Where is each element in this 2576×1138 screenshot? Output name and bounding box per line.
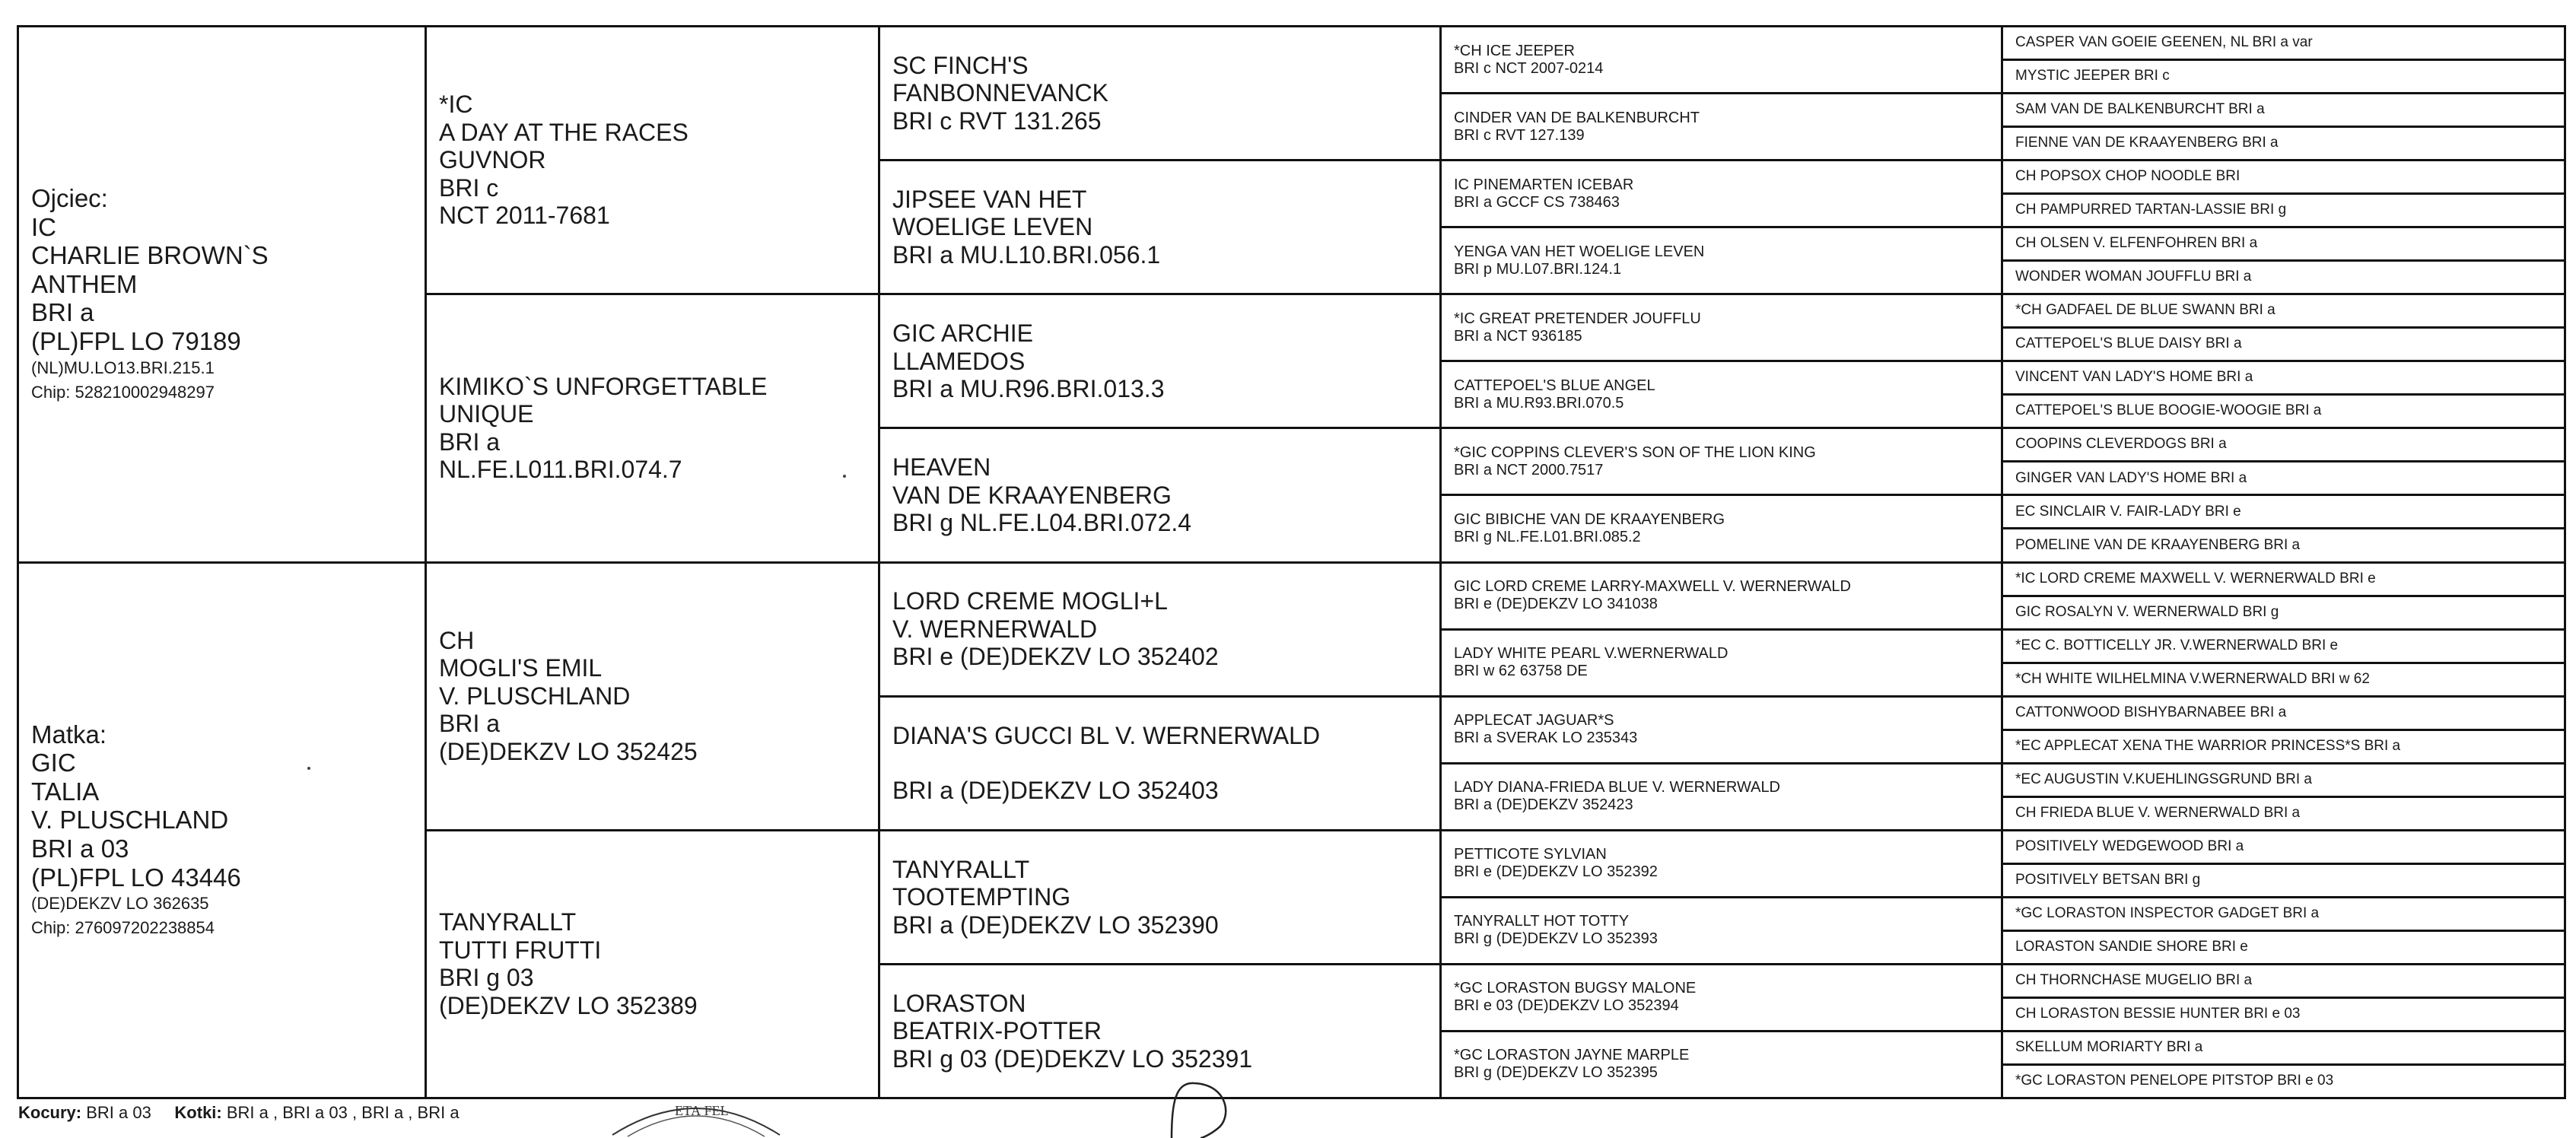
gen5-ancestor-cell: GIC ROSALYN V. WERNERWALD BRI g — [2002, 596, 2565, 629]
ancestor-line: LLAMEDOS — [892, 347, 1026, 375]
gen5-ancestor-cell: *CH WHITE WILHELMINA V.WERNERWALD BRI w 62 — [2002, 663, 2565, 696]
gen4-ancestor-cell — [1441, 696, 2002, 763]
gen4-ancestor-cell — [1441, 629, 2002, 696]
gen5-ancestor-cell: CATTONWOOD BISHYBARNABEE BRI a — [2002, 696, 2565, 730]
ancestor-line: BRI a — [31, 298, 94, 327]
ancestor-line: BEATRIX-POTTER — [892, 1017, 1102, 1045]
gen5-ancestor-cell: CH THORNCHASE MUGELIO BRI a — [2002, 964, 2565, 997]
ancestor-line: BRI c — [439, 173, 499, 202]
ancestor-line: FANBONNEVANCK — [892, 79, 1108, 107]
footer-varieties — [18, 1103, 460, 1123]
ancestor-line: LADY DIANA-FRIEDA BLUE V. WERNERWALD — [1454, 779, 1781, 796]
gen5-ancestor-cell: MYSTIC JEEPER BRI c — [2002, 60, 2565, 94]
ancestor-line: YENGA VAN HET WOELIGE LEVEN — [1454, 243, 1705, 260]
ancestor-line: BRI e (DE)DEKZV LO 341038 — [1454, 596, 1658, 613]
gen4-ancestor-cell — [1441, 897, 2002, 964]
ancestor-line: (DE)DEKZV LO 352425 — [439, 737, 698, 765]
ancestor-line: VAN DE KRAAYENBERG — [892, 481, 1172, 509]
ancestor-line: KIMIKO`S UNFORGETTABLE — [439, 372, 768, 400]
great-grandparent-cell — [879, 428, 1441, 562]
gen5-ancestor-cell: SAM VAN DE BALKENBURCHT BRI a — [2002, 94, 2565, 127]
great-grandparent-cell — [879, 562, 1441, 696]
ancestor-line — [892, 749, 1427, 777]
gen5-ancestor-cell: GINGER VAN LADY'S HOME BRI a — [2002, 462, 2565, 495]
gen4-ancestor-cell — [1441, 361, 2002, 428]
gen5-ancestor-cell: *GC LORASTON PENELOPE PITSTOP BRI e 03 — [2002, 1064, 2565, 1098]
pedigree-table — [17, 25, 2566, 1099]
gen5-ancestor-cell: *IC LORD CREME MAXWELL V. WERNERWALD BRI e — [2002, 562, 2565, 596]
gen5-ancestor-cell: CH FRIEDA BLUE V. WERNERWALD BRI a — [2002, 796, 2565, 830]
ancestor-line: *GIC COPPINS CLEVER'S SON OF THE LION KING — [1454, 443, 1816, 461]
ancestor-line: V. PLUSCHLAND — [439, 682, 631, 710]
ancestor-line: PETTICOTE SYLVIAN — [1454, 846, 1607, 863]
ancestor-line: LADY WHITE PEARL V.WERNERWALD — [1454, 645, 1728, 663]
ancestor-line: TANYRALLT HOT TOTTY — [1454, 913, 1630, 930]
ancestor-line: BRI g NL.FE.L04.BRI.072.4 — [892, 509, 1192, 537]
gen5-ancestor-cell: POSITIVELY WEDGEWOOD BRI a — [2002, 830, 2565, 863]
ancestor-line: Ojciec: — [31, 184, 108, 213]
club-stamp — [605, 1089, 787, 1138]
ancestor-line: CINDER VAN DE BALKENBURCHT — [1454, 109, 1700, 126]
gen5-ancestor-cell: CH POPSOX CHOP NOODLE BRI — [2002, 161, 2565, 194]
gen5-ancestor-cell: *GC LORASTON INSPECTOR GADGET BRI a — [2002, 897, 2565, 930]
gen4-ancestor-cell — [1441, 763, 2002, 830]
pedigree-row — [18, 562, 2565, 596]
ancestor-line: CATTEPOEL'S BLUE ANGEL — [1454, 377, 1655, 394]
great-grandparent-cell — [879, 27, 1441, 161]
ancestor-line: UNIQUE — [439, 400, 534, 428]
ancestor-line: BRI e (DE)DEKZV LO 352392 — [1454, 863, 1658, 881]
ancestor-line: *IC — [439, 91, 473, 119]
ancestor-line: TUTTI FRUTTI — [439, 936, 602, 964]
ancestor-line: GIC BIBICHE VAN DE KRAAYENBERG — [1454, 510, 1725, 528]
ancestor-line: BRI a — [439, 710, 501, 738]
females-value: BRI a , BRI a 03 , BRI a , BRI a — [226, 1103, 460, 1122]
signature-mark — [1156, 1073, 1248, 1138]
ancestor-line: BRI a (DE)DEKZV LO 352403 — [892, 777, 1219, 805]
ancestor-line: BRI a 03 — [31, 834, 129, 863]
gen4-ancestor-cell — [1441, 27, 2002, 94]
gen5-ancestor-cell: FIENNE VAN DE KRAAYENBERG BRI a — [2002, 127, 2565, 161]
registration-line: (DE)DEKZV LO 362635 — [31, 894, 209, 914]
gen5-ancestor-cell: *CH GADFAEL DE BLUE SWANN BRI a — [2002, 294, 2565, 328]
gen4-ancestor-cell — [1441, 294, 2002, 361]
ancestor-line: ANTHEM — [31, 269, 138, 298]
ancestor-line: JIPSEE VAN HET — [892, 185, 1087, 213]
ancestor-line: TANYRALLT — [892, 855, 1030, 883]
grandparent-cell — [426, 562, 879, 830]
ancestor-line: CHARLIE BROWN`S — [31, 241, 269, 270]
ancestor-line: Matka: — [31, 720, 107, 749]
ancestor-line: IC — [31, 212, 56, 241]
great-grandparent-cell — [879, 294, 1441, 428]
ancestor-line: V. WERNERWALD — [892, 615, 1098, 643]
ancestor-line: *CH ICE JEEPER — [1454, 42, 1575, 59]
males-value: BRI a 03 — [86, 1103, 151, 1122]
gen5-ancestor-cell: *EC AUGUSTIN V.KUEHLINGSGRUND BRI a — [2002, 763, 2565, 796]
ancestor-line: BRI e (DE)DEKZV LO 352402 — [892, 643, 1219, 671]
females-label: Kotki: — [174, 1103, 222, 1122]
gen5-ancestor-cell: WONDER WOMAN JOUFFLU BRI a — [2002, 261, 2565, 294]
ancestor-line: BRI g 03 — [439, 964, 534, 992]
dam-cell — [18, 562, 426, 1098]
gen4-ancestor-cell — [1441, 1031, 2002, 1098]
ancestor-line: BRI a GCCF CS 738463 — [1454, 193, 1620, 211]
ancestor-line: LORD CREME MOGLI+L — [892, 587, 1168, 615]
gen4-ancestor-cell — [1441, 94, 2002, 161]
gen5-ancestor-cell: CATTEPOEL'S BLUE BOOGIE-WOOGIE BRI a — [2002, 395, 2565, 428]
gen5-ancestor-cell: VINCENT VAN LADY'S HOME BRI a — [2002, 361, 2565, 395]
registration-line: Chip: 276097202238854 — [31, 918, 215, 938]
ancestor-line: BRI g (DE)DEKZV LO 352395 — [1454, 1064, 1658, 1082]
ancestor-line: BRI a — [439, 428, 501, 456]
stamp-text: ЕТА FEL — [675, 1103, 729, 1118]
gen5-ancestor-cell: CH LORASTON BESSIE HUNTER BRI e 03 — [2002, 997, 2565, 1031]
grandparent-cell — [426, 830, 879, 1098]
ancestor-line: APPLECAT JAGUAR*S — [1454, 712, 1614, 730]
ancestor-line: DIANA'S GUCCI BL V. WERNERWALD — [892, 721, 1321, 749]
gen5-ancestor-cell: SKELLUM MORIARTY BRI a — [2002, 1031, 2565, 1064]
ancestor-line: BRI a MU.R96.BRI.013.3 — [892, 375, 1165, 403]
gen4-ancestor-cell — [1441, 562, 2002, 629]
ancestor-line: NL.FE.L011.BRI.074.7 — [439, 456, 682, 484]
ancestor-line: LORASTON — [892, 989, 1026, 1017]
ancestor-line: *GC LORASTON JAYNE MARPLE — [1454, 1047, 1690, 1064]
ancestor-line: HEAVEN — [892, 453, 991, 482]
ancestor-line: BRI a MU.L10.BRI.056.1 — [892, 240, 1161, 269]
ancestor-line: IC PINEMARTEN ICEBAR — [1454, 176, 1634, 193]
gen5-ancestor-cell: CASPER VAN GOEIE GEENEN, NL BRI a var — [2002, 27, 2565, 60]
sire-cell — [18, 27, 426, 563]
gen5-ancestor-cell: CH OLSEN V. ELFENFOHREN BRI a — [2002, 227, 2565, 261]
ancestor-line: GIC — [31, 749, 76, 777]
ancestor-line: BRI a (DE)DEKZV 352423 — [1454, 796, 1633, 814]
gen5-ancestor-cell: POMELINE VAN DE KRAAYENBERG BRI a — [2002, 529, 2565, 562]
registration-line: (NL)MU.LO13.BRI.215.1 — [31, 358, 215, 377]
ancestor-line: BRI c RVT 127.139 — [1454, 126, 1585, 144]
gen4-ancestor-cell — [1441, 227, 2002, 294]
ancestor-line: BRI c NCT 2007-0214 — [1454, 59, 1604, 77]
ancestor-line: GUVNOR — [439, 146, 546, 174]
gen4-ancestor-cell — [1441, 495, 2002, 562]
gen5-ancestor-cell: EC SINCLAIR V. FAIR-LADY BRI e — [2002, 495, 2565, 529]
great-grandparent-cell — [879, 696, 1441, 830]
gen5-ancestor-cell: *EC C. BOTTICELLY JR. V.WERNERWALD BRI e — [2002, 629, 2565, 663]
ancestor-line: A DAY AT THE RACES — [439, 118, 689, 146]
ancestor-line: TOOTEMPTING — [892, 883, 1071, 911]
ancestor-line: BRI e 03 (DE)DEKZV LO 352394 — [1454, 997, 1679, 1015]
ancestor-line: CH — [439, 626, 475, 654]
gen5-ancestor-cell: COOPINS CLEVERDOGS BRI a — [2002, 428, 2565, 462]
gen4-ancestor-cell — [1441, 964, 2002, 1031]
ancestor-line: MOGLI'S EMIL — [439, 654, 603, 682]
ancestor-line: BRI a SVERAK LO 235343 — [1454, 730, 1638, 747]
ancestor-line: BRI g (DE)DEKZV LO 352393 — [1454, 930, 1658, 948]
ancestor-line: (PL)FPL LO 79189 — [31, 327, 241, 356]
ancestor-line: BRI g 03 (DE)DEKZV LO 352391 — [892, 1044, 1253, 1073]
gen4-ancestor-cell — [1441, 830, 2002, 897]
gen5-ancestor-cell: CH PAMPURRED TARTAN-LASSIE BRI g — [2002, 194, 2565, 227]
males-label: Kocury: — [18, 1103, 82, 1122]
ancestor-line: BRI g NL.FE.L01.BRI.085.2 — [1454, 528, 1641, 545]
gen4-ancestor-cell — [1441, 428, 2002, 495]
great-grandparent-cell — [879, 830, 1441, 964]
ancestor-line: TANYRALLT — [439, 908, 577, 936]
ancestor-line: BRI a (DE)DEKZV LO 352390 — [892, 911, 1219, 939]
ancestor-line: BRI a MU.R93.BRI.070.5 — [1454, 394, 1624, 412]
ancestor-line: TALIA — [31, 777, 100, 806]
ancestor-line: SC FINCH'S — [892, 51, 1029, 79]
ancestor-line: BRI a NCT 2000.7517 — [1454, 461, 1604, 478]
ancestor-line: NCT 2011-7681 — [439, 202, 610, 230]
ancestor-line: (DE)DEKZV LO 352389 — [439, 991, 698, 1019]
grandparent-cell — [426, 294, 879, 562]
gen5-ancestor-cell: *EC APPLECAT XENA THE WARRIOR PRINCESS*S BRI a — [2002, 730, 2565, 763]
ancestor-line: BRI w 62 63758 DE — [1454, 663, 1588, 680]
ancestor-line: *GC LORASTON BUGSY MALONE — [1454, 980, 1697, 997]
ancestor-line: *IC GREAT PRETENDER JOUFFLU — [1454, 310, 1701, 327]
grandparent-cell — [426, 27, 879, 294]
speck — [843, 475, 846, 478]
ancestor-line: GIC ARCHIE — [892, 319, 1033, 348]
ancestor-line: BRI c RVT 131.265 — [892, 106, 1102, 135]
ancestor-line: WOELIGE LEVEN — [892, 213, 1093, 241]
registration-line: Chip: 528210002948297 — [31, 382, 215, 402]
ancestor-line: BRI p MU.L07.BRI.124.1 — [1454, 260, 1622, 278]
pedigree-row — [18, 27, 2565, 60]
great-grandparent-cell — [879, 161, 1441, 294]
gen5-ancestor-cell: POSITIVELY BETSAN BRI g — [2002, 863, 2565, 897]
ancestor-line: V. PLUSCHLAND — [31, 806, 229, 834]
gen4-ancestor-cell — [1441, 161, 2002, 227]
gen5-ancestor-cell: LORASTON SANDIE SHORE BRI e — [2002, 930, 2565, 964]
gen5-ancestor-cell: CATTEPOEL'S BLUE DAISY BRI a — [2002, 328, 2565, 361]
ancestor-line: (PL)FPL LO 43446 — [31, 863, 241, 892]
ancestor-line: BRI a NCT 936185 — [1454, 327, 1582, 345]
ancestor-line: GIC LORD CREME LARRY-MAXWELL V. WERNERWALD — [1454, 578, 1851, 596]
speck — [307, 767, 310, 770]
